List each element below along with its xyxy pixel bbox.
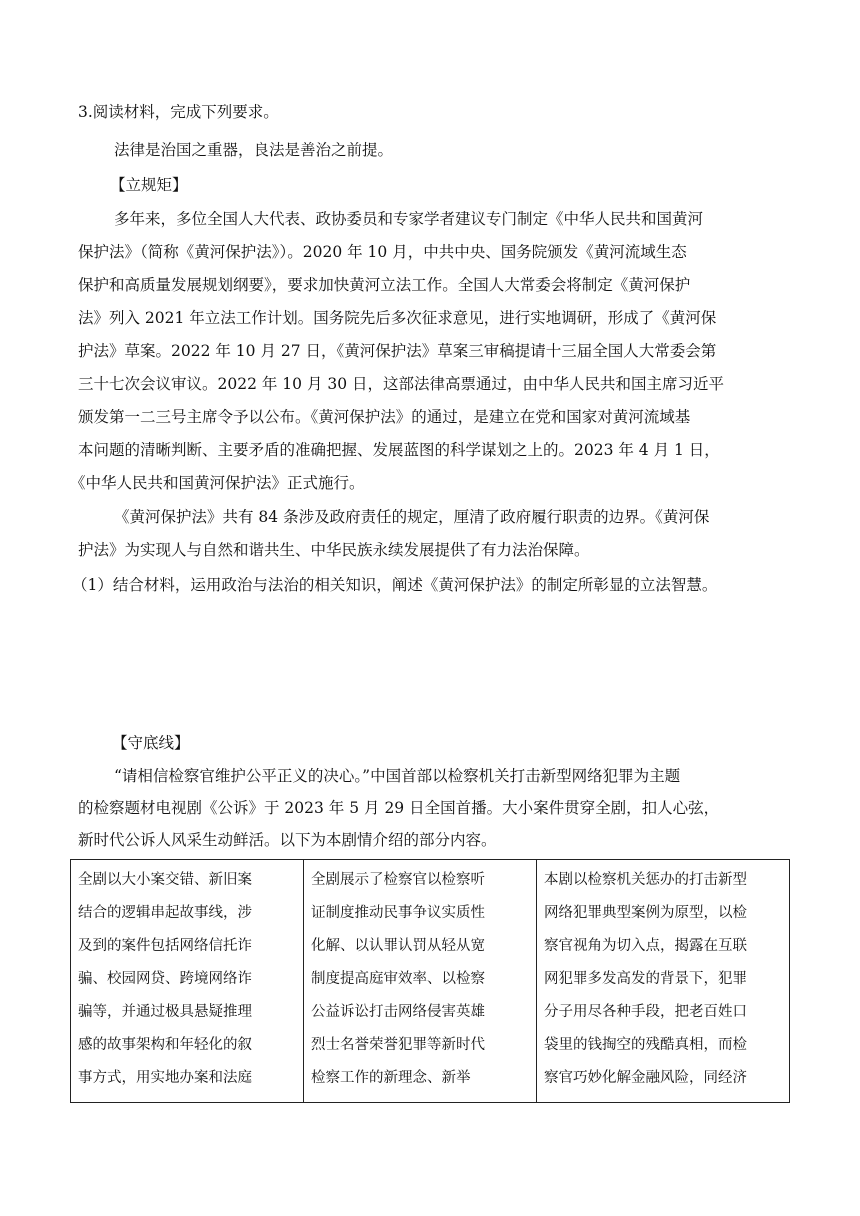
paragraph-line: 三十七次会议审议。2022 年 10 月 30 日，这部法律高票通过，由中华人民共和国主席习近平 — [78, 375, 725, 393]
paragraph-line: “请相信检察官维护公平正义的决心。”中国首部以检察机关打击新型网络犯罪为主题 — [114, 767, 681, 785]
cell-line: 察官巧妙化解金融风险，同经济 — [544, 1070, 747, 1086]
cell-line: 制度提高庭审效率、以检察 — [311, 971, 485, 987]
table-cell — [304, 860, 537, 1102]
cell-line: 全剧展示了检察官以检察听 — [311, 872, 485, 888]
paragraph-line: 护法》为实现人与自然和谐共生、中华民族永续发展提供了有力法治保障。 — [78, 541, 590, 559]
cell-line: 检察工作的新理念、新举 — [311, 1070, 471, 1086]
question-title: 3.阅读材料，完成下列要求。 — [78, 103, 279, 121]
cell-line: 察官视角为切入点，揭露在互联 — [544, 938, 747, 954]
paragraph-line: 多年来，多位全国人大代表、政协委员和专家学者建议专门制定《中华人民共和国黄河 — [114, 210, 704, 228]
paragraph-line: 颁发第一二三号主席令予以公布。《黄河保护法》的通过，是建立在党和国家对黄河流域基 — [78, 408, 691, 426]
cell-line: 结合的逻辑串起故事线，涉 — [78, 905, 252, 921]
cell-line: 事方式，用实地办案和法庭 — [78, 1070, 252, 1086]
section2-heading: 【守底线】 — [112, 734, 190, 752]
cell-line: 骗等，并通过极具悬疑推理 — [78, 1004, 252, 1020]
sub-question-1: （1）结合材料，运用政治与法治的相关知识，阐述《黄河保护法》的制定所彰显的立法智慧。 — [72, 576, 718, 594]
paragraph-line: 《黄河保护法》共有 84 条涉及政府责任的规定，厘清了政府履行职责的边界。《黄河保 — [114, 508, 710, 526]
cell-line: 网犯罪多发高发的背景下，犯罪 — [544, 971, 747, 987]
paragraph-line: 法》列入 2021 年立法工作计划。国务院先后多次征求意见，进行实地调研，形成了《黄河保 — [78, 309, 717, 327]
table-cell — [71, 860, 304, 1102]
cell-line: 感的故事架构和年轻化的叙 — [78, 1037, 252, 1053]
table-cell — [537, 860, 789, 1102]
cell-line: 烈士名誉荣誉犯罪等新时代 — [311, 1037, 485, 1053]
cell-line: 本剧以检察机关惩办的打击新型 — [544, 872, 747, 888]
paragraph-line: 的检察题材电视剧《公诉》于 2023 年 5 月 29 日全国首播。大小案件贯穿全剧，扣人心弦， — [78, 799, 720, 817]
paragraph-line: 保护和高质量发展规划纲要》，要求加快黄河立法工作。全国人大常委会将制定《黄河保护 — [78, 276, 691, 294]
cell-line: 全剧以大小案交错、新旧案 — [78, 872, 252, 888]
cell-line: 骗、校园网贷、跨境网络诈 — [78, 971, 252, 987]
paragraph-line: 保护法》（简称《黄河保护法》）。2020 年 10 月，中共中央、国务院颁发《黄河流域生态 — [78, 243, 687, 261]
intro-line: 法律是治国之重器，良法是善治之前提。 — [114, 141, 394, 159]
cell-line: 及到的案件包括网络信托诈 — [78, 938, 252, 954]
cell-line: 证制度推动民事争议实质性 — [311, 905, 485, 921]
cell-line: 分子用尽各种手段，把老百姓口 — [544, 1004, 747, 1020]
paragraph-line: 《中华人民共和国黄河保护法》正式施行。 — [70, 474, 365, 492]
section1-heading: 【立规矩】 — [110, 176, 188, 194]
cell-line: 网络犯罪典型案例为原型，以检 — [544, 905, 747, 921]
paragraph-line: 护法》草案。2022 年 10 月 27 日，《黄河保护法》草案三审稿提请十三届全国人大常委会第 — [78, 342, 717, 360]
cell-line: 公益诉讼打击网络侵害英雄 — [311, 1004, 485, 1020]
cell-line: 化解、以认罪认罚从轻从宽 — [311, 938, 485, 954]
cell-line: 袋里的钱掏空的残酷真相，而检 — [544, 1037, 747, 1053]
paragraph-line: 本问题的清晰判断、主要矛盾的准确把握、发展蓝图的科学谋划之上的。2023 年 4 月 1 日， — [78, 441, 720, 459]
drama-intro-table — [70, 859, 790, 1103]
paragraph-line: 新时代公诉人风采生动鲜活。以下为本剧情介绍的部分内容。 — [78, 831, 497, 849]
